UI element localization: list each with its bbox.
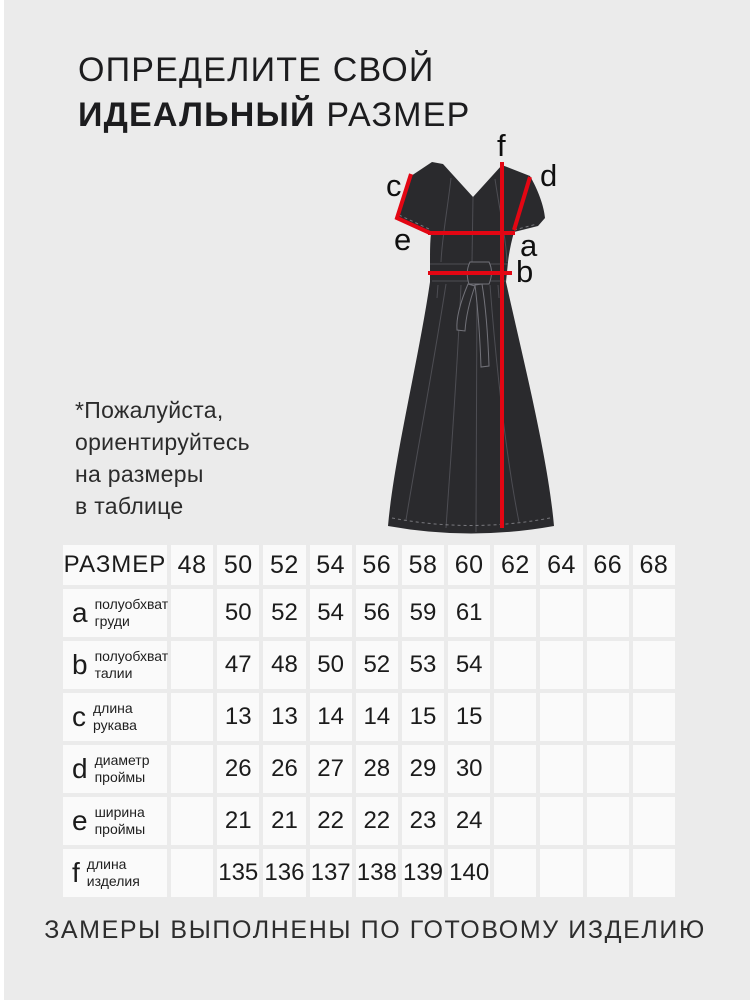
table-cell: 24 — [448, 797, 490, 845]
table-cell: 59 — [402, 589, 444, 637]
table-cell — [587, 693, 629, 741]
table-cell: 136 — [263, 849, 305, 897]
table-cell — [633, 745, 675, 793]
table-cell — [494, 641, 536, 689]
row-label-d-line1: диаметр — [94, 752, 150, 768]
table-cell: 52 — [263, 589, 305, 637]
row-header-f — [63, 849, 167, 897]
row-letter-a: a — [72, 597, 88, 628]
row-letter-e: e — [72, 805, 88, 836]
table-cell: 15 — [448, 693, 490, 741]
row-label-a — [95, 596, 169, 630]
row-letter-d: d — [72, 753, 88, 784]
row-label-a-line1: полуобхват — [94, 596, 169, 612]
table-cell: 54 — [448, 641, 490, 689]
table-cell: 21 — [217, 797, 259, 845]
title-line2-bold: ИДЕАЛЬНЫЙ — [78, 96, 316, 134]
row-label-c — [93, 700, 137, 734]
note-line-1: *Пожалуйста, — [75, 397, 224, 423]
measure-label-a: a — [520, 228, 538, 263]
table-cell: 28 — [356, 745, 398, 793]
table-cell: 14 — [310, 693, 352, 741]
table-cell — [587, 589, 629, 637]
table-cell — [540, 797, 582, 845]
table-cell: 54 — [310, 589, 352, 637]
size-column-header-62: 62 — [494, 545, 536, 585]
table-cell — [171, 745, 213, 793]
note-text — [75, 394, 250, 522]
table-cell: 140 — [448, 849, 490, 897]
table-cell: 14 — [356, 693, 398, 741]
table-cell — [587, 797, 629, 845]
table-cell — [494, 745, 536, 793]
row-label-e — [95, 804, 146, 838]
table-cell — [494, 589, 536, 637]
table-cell — [171, 641, 213, 689]
page-title — [78, 48, 470, 138]
row-letter-b: b — [72, 649, 88, 680]
row-label-b-line1: полуобхват — [94, 648, 169, 664]
size-column-header-50: 50 — [217, 545, 259, 585]
row-letter-c: c — [72, 701, 86, 732]
table-cell — [494, 693, 536, 741]
table-cell: 52 — [356, 641, 398, 689]
table-cell — [494, 797, 536, 845]
table-cell: 29 — [402, 745, 444, 793]
size-column-header-66: 66 — [587, 545, 629, 585]
table-cell — [171, 849, 213, 897]
measure-label-b: b — [516, 254, 534, 289]
note-line-3: на размеры — [75, 461, 204, 487]
table-cell: 50 — [217, 589, 259, 637]
row-label-b — [95, 648, 169, 682]
table-cell — [171, 589, 213, 637]
table-cell — [587, 641, 629, 689]
table-cell — [540, 589, 582, 637]
table-cell — [171, 797, 213, 845]
table-cell — [494, 849, 536, 897]
row-label-d-line2: проймы — [94, 769, 146, 785]
size-column-header-52: 52 — [263, 545, 305, 585]
table-cell: 13 — [263, 693, 305, 741]
row-label-f-line1: длина — [86, 856, 127, 872]
measure-label-e: e — [394, 222, 412, 257]
table-cell: 137 — [310, 849, 352, 897]
row-letter-f: f — [72, 857, 80, 888]
row-header-a — [63, 589, 167, 637]
size-column-header-54: 54 — [310, 545, 352, 585]
table-cell: 53 — [402, 641, 444, 689]
measure-label-d: d — [540, 158, 558, 193]
dress-illustration — [330, 138, 580, 550]
table-cell: 21 — [263, 797, 305, 845]
table-cell — [587, 849, 629, 897]
size-column-header-68: 68 — [633, 545, 675, 585]
table-cell: 26 — [217, 745, 259, 793]
row-label-a-line2: груди — [94, 613, 130, 629]
table-cell: 15 — [402, 693, 444, 741]
row-header-d — [63, 745, 167, 793]
row-label-c-line1: длина — [93, 700, 133, 716]
title-line1: ОПРЕДЕЛИТЕ СВОЙ — [78, 51, 435, 89]
table-cell — [633, 641, 675, 689]
table-cell: 139 — [402, 849, 444, 897]
size-column-header-58: 58 — [402, 545, 444, 585]
table-cell — [540, 849, 582, 897]
size-table — [63, 545, 675, 897]
table-cell — [633, 849, 675, 897]
table-cell — [587, 745, 629, 793]
left-edge-strip — [0, 0, 4, 1000]
table-cell — [633, 589, 675, 637]
table-cell: 23 — [402, 797, 444, 845]
table-cell: 47 — [217, 641, 259, 689]
measure-label-f: f — [497, 128, 506, 163]
table-cell: 22 — [356, 797, 398, 845]
table-cell — [540, 745, 582, 793]
footer-text: ЗАМЕРЫ ВЫПОЛНЕНЫ ПО ГОТОВОМУ ИЗДЕЛИЮ — [44, 916, 706, 944]
table-cell — [633, 797, 675, 845]
table-cell: 56 — [356, 589, 398, 637]
title-line2-regular: РАЗМЕР — [326, 96, 471, 134]
table-cell: 48 — [263, 641, 305, 689]
row-label-e-line1: ширина — [94, 804, 145, 820]
row-label-f — [87, 856, 140, 890]
row-header-b — [63, 641, 167, 689]
measure-label-c: c — [386, 168, 402, 203]
row-label-d — [95, 752, 150, 786]
table-header-size-label: РАЗМЕР — [63, 545, 167, 585]
table-cell: 26 — [263, 745, 305, 793]
row-header-e — [63, 797, 167, 845]
table-cell: 27 — [310, 745, 352, 793]
table-cell — [540, 641, 582, 689]
table-cell: 135 — [217, 849, 259, 897]
row-label-e-line2: проймы — [94, 821, 146, 837]
size-column-header-56: 56 — [356, 545, 398, 585]
table-cell — [633, 693, 675, 741]
table-cell: 13 — [217, 693, 259, 741]
table-cell — [540, 693, 582, 741]
table-cell: 22 — [310, 797, 352, 845]
note-line-4: в таблице — [75, 493, 184, 519]
table-cell — [171, 693, 213, 741]
size-column-header-48: 48 — [171, 545, 213, 585]
table-cell: 50 — [310, 641, 352, 689]
note-line-2: ориентируйтесь — [75, 429, 250, 455]
size-column-header-64: 64 — [540, 545, 582, 585]
row-label-c-line2: рукава — [93, 717, 137, 733]
table-cell: 138 — [356, 849, 398, 897]
table-cell: 30 — [448, 745, 490, 793]
row-label-b-line2: талии — [94, 665, 133, 681]
size-column-header-60: 60 — [448, 545, 490, 585]
row-header-c — [63, 693, 167, 741]
table-cell: 61 — [448, 589, 490, 637]
row-label-f-line2: изделия — [86, 873, 140, 889]
